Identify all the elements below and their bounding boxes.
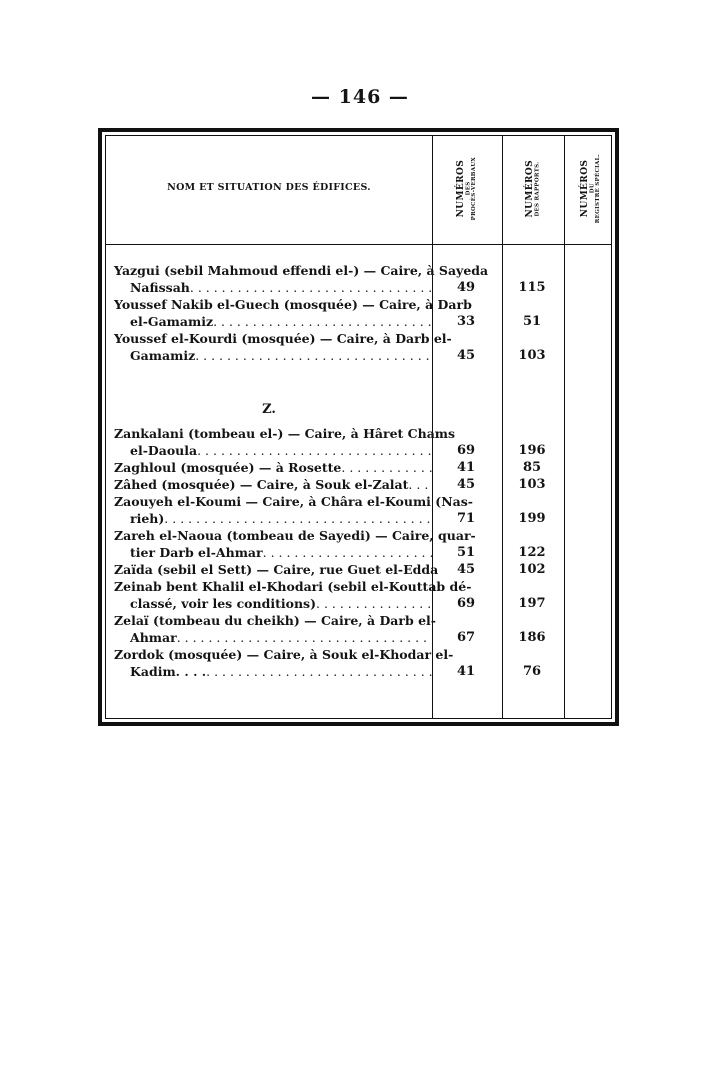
leader-dots [341,459,432,476]
leader-dots [408,476,432,493]
row-text-line [114,330,452,347]
row-text: el-Daoula [130,443,198,458]
row-text: Kadim. . . . [130,664,207,679]
header-registre-main: NUMÉROS [579,160,590,218]
row-text-line [114,262,489,279]
leader-dots [263,544,432,561]
header-rapports-main: NUMÉROS [524,160,535,218]
table-row [114,476,432,493]
row-text-line [114,510,432,527]
leader-dots [177,629,432,646]
row-text-line [114,612,436,629]
row-text: Zordok (mosquée) — Caire, à Souk el-Khodar el- [114,647,454,662]
leader-dots [206,663,432,680]
rapport-number: 51 [522,314,542,329]
header-name: NOM ET SITUATION DES ÉDIFICES. [167,182,371,193]
row-text: Zelaï (tombeau du cheikh) — Caire, à Darb el- [114,613,436,628]
table-inner-frame [105,135,612,719]
row-text-line [114,425,456,442]
leader-dots [195,347,432,364]
row-text: Zeinab bent Khalil el-Khodari (sebil el-Kouttab dé- [114,579,472,594]
row-text-line [114,279,432,296]
row-text: Yazgui (sebil Mahmoud effendi el-) — Caire, à Sayeda [114,263,489,278]
row-text: classé, voir les conditions) [130,596,316,611]
row-text-line [114,459,432,476]
pv-number: 49 [456,280,476,295]
rapport-number: 103 [518,348,546,363]
table-row [114,330,452,364]
row-text-line [114,347,432,364]
rapport-number: 186 [518,630,546,645]
header-proces-verbaux [433,136,502,242]
header-pv-main: NUMÉROS [456,160,467,218]
pv-number: 51 [456,545,476,560]
row-text-line [114,646,454,663]
row-text: Zâhed (mosquée) — Caire, à Souk el-Zalat [114,477,409,492]
row-text-line [114,663,432,680]
rapport-number: 115 [518,280,546,295]
pv-number: 71 [456,511,476,526]
table-row [114,561,439,578]
header-registre-du: DU [588,183,595,195]
row-text: el-Gamamiz [130,314,214,329]
header-registre-sub: REGISTRE SPÉCIAL. [594,154,601,224]
row-text-line [114,296,472,313]
row-text: Youssef el-Kourdi (mosquée) — Caire, à Darb el- [114,331,452,346]
pv-number: 41 [456,460,476,475]
header-registre [565,136,617,242]
rapport-number: 102 [518,562,546,577]
row-text: tier Darb el-Ahmar [130,545,263,560]
row-text-line [114,313,432,330]
table-row [114,646,454,680]
leader-dots [316,595,432,612]
header-separator [106,244,611,245]
table-row [114,425,456,459]
pv-number: 69 [456,443,476,458]
row-text-line [114,493,473,510]
row-text-line [114,527,476,544]
section-letter-z: Z. [262,402,276,417]
rapport-number: 76 [522,664,542,679]
rapport-number: 197 [518,596,546,611]
header-pv-des: DES [465,182,472,196]
row-text: Zaïda (sebil el Sett) — Caire, rue Guet el-Edda [114,562,439,577]
row-text: Zaghloul (mosquée) — à Rosette [114,460,342,475]
row-text: Nafissah [130,280,190,295]
pv-number: 45 [456,562,476,577]
header-pv-sub: PROCÈS-VERBAUX [471,157,478,221]
table-row [114,612,436,646]
pv-number: 69 [456,596,476,611]
pv-number: 67 [456,630,476,645]
rapport-number: 103 [518,477,546,492]
row-text-line [114,544,432,561]
table-row [114,459,432,476]
leader-dots [164,510,432,527]
row-text: Ahmar [130,630,177,645]
pv-number: 41 [456,664,476,679]
row-text-line [114,442,432,459]
rapport-number: 199 [518,511,546,526]
header-rapports [503,136,564,242]
row-text: rieh) [130,511,165,526]
page-number: — 146 — [311,86,409,108]
rapport-number: 196 [518,443,546,458]
row-text: Zaouyeh el-Koumi — Caire, à Châra el-Koumi (Nas- [114,494,473,509]
pv-number: 45 [456,477,476,492]
edifices-table [98,128,619,726]
row-text: Gamamiz [130,348,196,363]
leader-dots [190,279,432,296]
row-text: Zareh el-Naoua (tombeau de Sayedi) — Caire, quar- [114,528,476,543]
row-text: Zankalani (tombeau el-) — Caire, à Hâret Chams [114,426,456,441]
header-rapports-sub: DES RAPPORTS. [534,161,541,217]
pv-number: 33 [456,314,476,329]
rapport-number: 122 [518,545,546,560]
row-text-line [114,629,432,646]
rapport-number: 85 [522,460,542,475]
leader-dots [197,442,432,459]
leader-dots [213,313,432,330]
row-text-line [114,578,472,595]
row-text-line [114,595,432,612]
row-text-line [114,561,439,578]
row-text: Youssef Nakib el-Guech (mosquée) — Caire, à Darb [114,297,472,312]
row-text-line [114,476,432,493]
pv-number: 45 [456,348,476,363]
